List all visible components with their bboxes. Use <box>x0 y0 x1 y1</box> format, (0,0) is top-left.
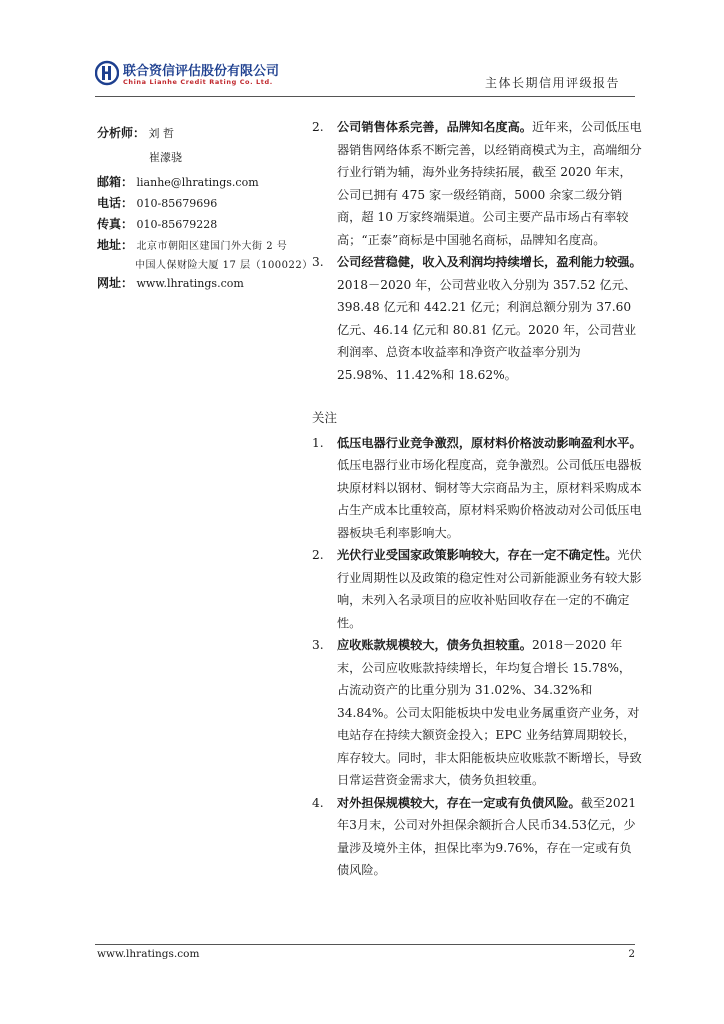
item-body: 2018－2020 年末，公司应收账款持续增长，年均复合增长 15.78%，占流动资产的比重分别为 31.02%、34.32%和 34.84%。公司太阳能板块中发电业务属重资产业务，对电站存在持续大额资金投入；EPC 业务结算周期较长，库存较大。同时，非太阳能板块应收账款不断增长，导致日常运营资金需求大，债务负担较重。 <box>337 638 642 787</box>
phone-label: 电话： <box>97 196 134 210</box>
strength-item-2 <box>312 116 642 251</box>
address-line-1: 北京市朝阳区建国门外大街 2 号 <box>136 241 288 252</box>
address-row-2 <box>135 256 313 271</box>
item-heading: 公司经营稳健，收入及利润均持续增长，盈利能力较强。 <box>337 255 642 269</box>
logo-chinese-name: 联合资信评估股份有限公司 <box>123 64 280 79</box>
item-number: 3. <box>312 255 324 269</box>
report-title: 主体长期信用评级报告 <box>484 76 620 90</box>
item-heading: 公司销售体系完善，品牌知名度高。 <box>337 120 532 134</box>
analyst-label: 分析师： <box>97 126 146 140</box>
item-number: 4. <box>312 795 324 810</box>
fax-value: 010-85679228 <box>136 218 218 231</box>
phone-value: 010-85679696 <box>136 197 218 210</box>
analyst-row-2 <box>149 149 182 165</box>
header-divider <box>95 96 635 97</box>
website-label: 网址： <box>97 276 134 290</box>
email-value[interactable]: lianhe@lhratings.com <box>136 176 259 189</box>
logo-english-name: China Lianhe Credit Rating Co. Ltd. <box>123 78 273 86</box>
analyst-name-1: 刘 哲 <box>148 127 175 140</box>
analyst-row <box>97 124 174 141</box>
address-row <box>97 236 287 253</box>
item-body: 光伏行业周期性以及政策的稳定性对公司新能源业务有较大影响，未列入名录项目的应收补贴回收存在一定的不确定性。 <box>337 548 642 630</box>
item-heading: 对外担保规模较大，存在一定或有负债风险。 <box>337 795 581 810</box>
email-label: 邮箱： <box>97 175 134 189</box>
item-number: 2. <box>312 120 324 134</box>
item-number: 2. <box>312 548 324 562</box>
page-number: 2 <box>628 948 635 960</box>
website-row <box>97 274 244 291</box>
strength-item-3 <box>312 251 642 386</box>
item-number: 1. <box>312 435 324 450</box>
item-heading: 光伏行业受国家政策影响较大，存在一定不确定性。 <box>337 548 618 562</box>
item-body: 低压电器行业市场化程度高，竞争激烈。公司低压电器板块原材料以钢材、铜材等大宗商品为主，原材料采购成本占生产成本比重较高，原材料采购价格波动对公司低压电器板块毛利率影响大。 <box>337 458 642 540</box>
item-heading: 应收账款规模较大，债务负担较重。 <box>337 638 532 652</box>
logo-mark-icon <box>95 60 119 86</box>
fax-label: 传真： <box>97 217 134 231</box>
phone-row <box>97 194 217 211</box>
footer-divider <box>95 944 635 945</box>
item-number: 3. <box>312 638 324 652</box>
fax-row <box>97 215 217 232</box>
concerns-heading: 关注 <box>312 410 338 425</box>
address-label: 地址： <box>97 238 134 252</box>
item-body: 近年来，公司低压电器销售网络体系不断完善，以经销商模式为主，高端细分行业行销为辅，海外业务持续拓展，截至 2020 年末，公司已拥有 475 家一级经销商，5000 余家二级分销商，超 10 万家终端渠道。公司主要产品市场占有率较高；“正泰”商标是中国驰名商标，品牌知名度高。 <box>337 120 642 247</box>
concern-item-2 <box>312 544 642 634</box>
item-body: 2018－2020 年，公司营业收入分别为 357.52 亿元、398.48 亿元和 442.21 亿元；利润总额分别为 37.60 亿元、46.14 亿元和 80.81 亿元。2020 年，公司营业利润率、总资本收益率和净资产收益率分别为 25.98%、11.42%和 18.62%。 <box>337 277 637 382</box>
concern-item-4 <box>312 792 642 882</box>
company-logo <box>95 58 285 92</box>
item-body: 截至2021 年3月末，公司对外担保余额折合人民币34.53亿元，少量涉及境外主体，担保比率为9.76%，存在一定或有负债风险。 <box>337 795 637 877</box>
analyst-name-2: 崔濛骁 <box>149 151 182 164</box>
item-heading: 低压电器行业竞争激烈，原材料价格波动影响盈利水平。 <box>337 435 642 450</box>
concern-item-3 <box>312 634 642 792</box>
main-content <box>312 116 642 882</box>
address-line-2: 中国人保财险大厦 17 层（100022） <box>135 260 313 271</box>
concern-item-1 <box>312 432 642 545</box>
email-row <box>97 173 259 190</box>
website-value[interactable]: www.lhratings.com <box>136 277 244 290</box>
footer-website[interactable]: www.lhratings.com <box>97 948 200 960</box>
